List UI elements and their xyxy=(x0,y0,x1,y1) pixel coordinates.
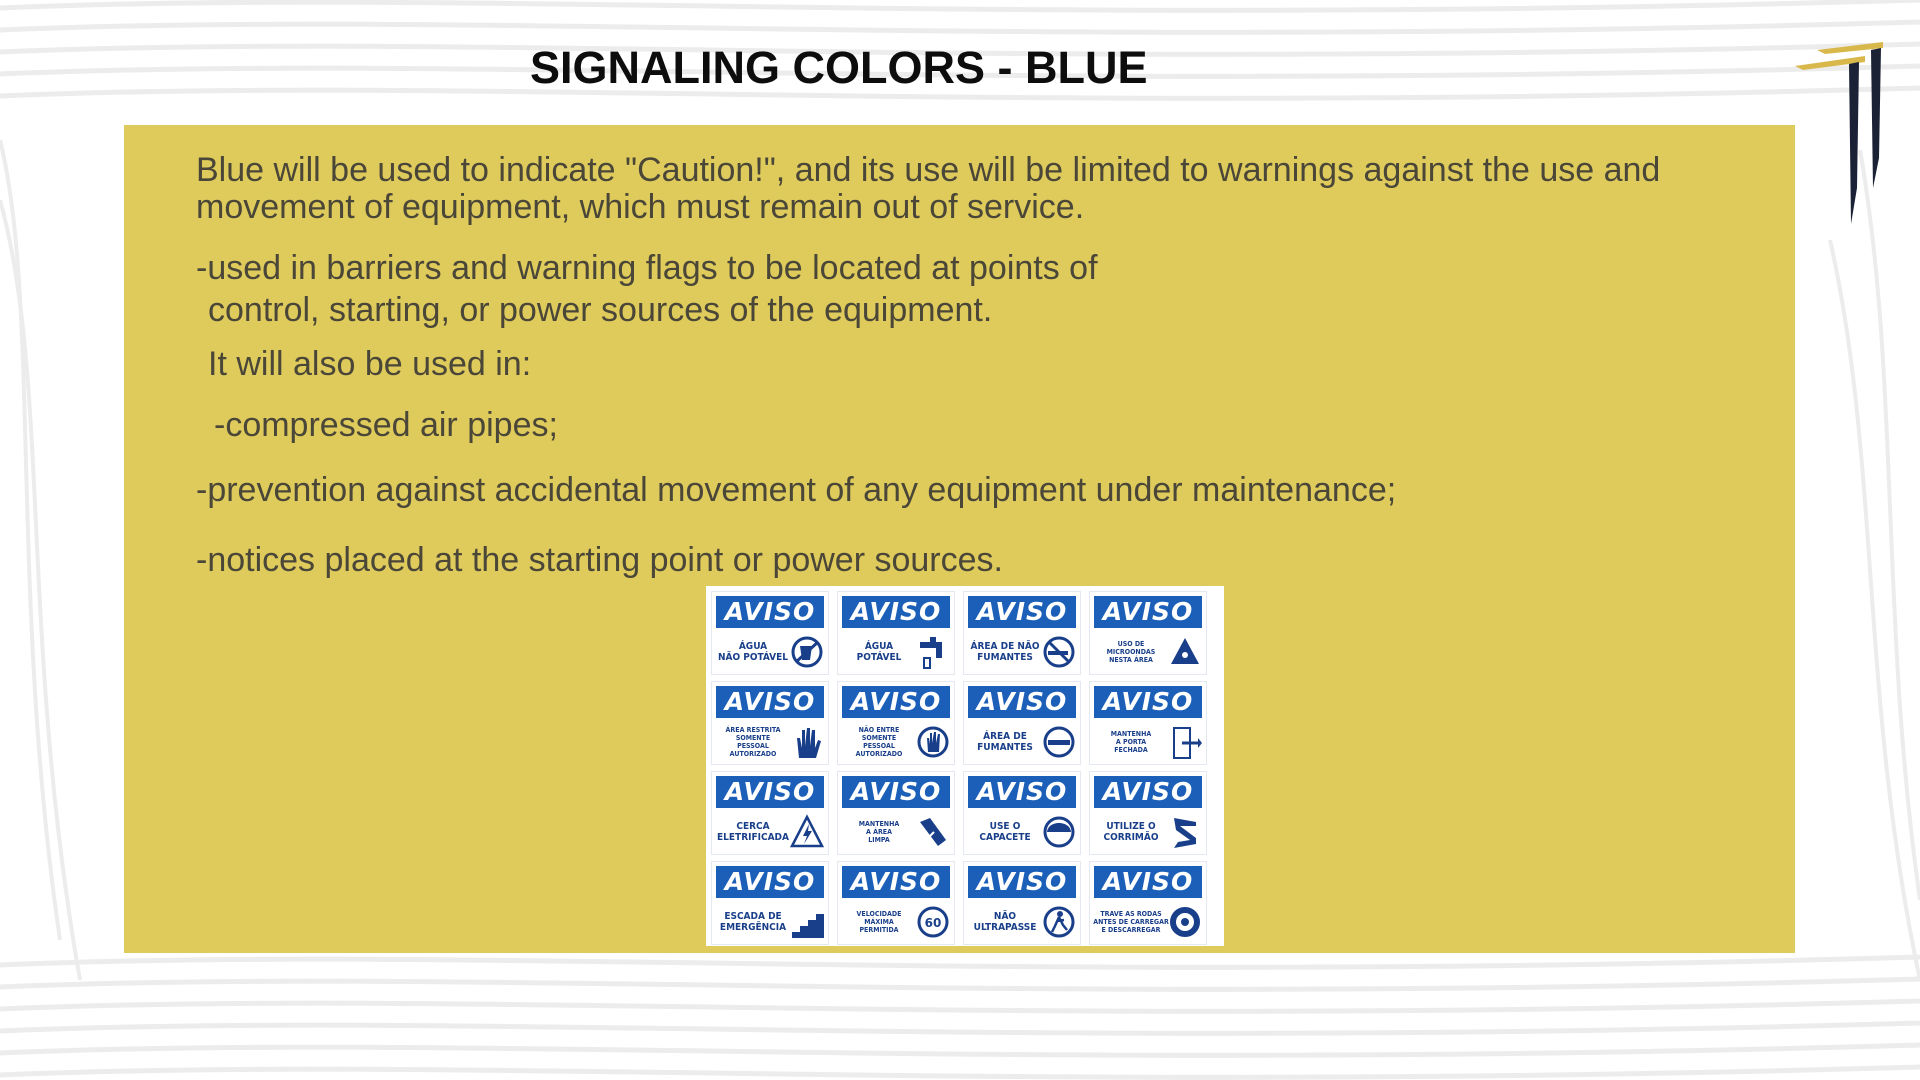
aviso-sign xyxy=(711,861,829,945)
aviso-sign xyxy=(963,861,1081,945)
barriers-usage-line-1: -used in barriers and warning flags to be located at points of xyxy=(196,249,1098,287)
aviso-sign xyxy=(837,771,955,855)
radiation-icon xyxy=(1168,634,1202,670)
aviso-sign-header: AVISO xyxy=(716,596,824,628)
aviso-sign-text: ESCADA DE EMERGÊNCIA xyxy=(719,911,787,933)
aviso-sign-text: TRAVE AS RODAS ANTES DE CARREGAR E DESCARREGAR xyxy=(1093,910,1169,934)
caution-description-line-1: Blue will be used to indicate "Caution!", and its use will be limited to warnings against the use and xyxy=(196,151,1661,189)
aviso-sign-header: AVISO xyxy=(1094,866,1202,898)
aviso-sign xyxy=(711,681,829,765)
aviso-sign-header: AVISO xyxy=(842,596,950,628)
aviso-sign xyxy=(963,591,1081,675)
speed-limit-value: 60 xyxy=(924,916,942,930)
stairs-icon xyxy=(790,904,824,940)
aviso-sign-text: NÃO ENTRE SOMENTE PESSOAL AUTORIZADO xyxy=(855,726,903,758)
wheel-icon xyxy=(1168,904,1202,940)
caution-description xyxy=(196,152,1660,226)
aviso-sign xyxy=(1089,771,1207,855)
aviso-sign-header: AVISO xyxy=(842,866,950,898)
aviso-sign xyxy=(837,591,955,675)
slide-title: SIGNALING COLORS - BLUE xyxy=(530,42,1148,93)
aviso-sign-text: UTILIZE O CORRIMÃO xyxy=(1103,821,1159,843)
barriers-usage-line-2: control, starting, or power sources of the equipment. xyxy=(208,291,993,329)
speed-limit-icon xyxy=(916,904,950,940)
aviso-sign-header: AVISO xyxy=(716,686,824,718)
door-icon xyxy=(1168,724,1202,760)
no-passing-icon xyxy=(1042,904,1076,940)
aviso-sign xyxy=(1089,861,1207,945)
usage-item-compressed-air: -compressed air pipes; xyxy=(214,406,558,444)
usage-item-notices: -notices placed at the starting point or power sources. xyxy=(196,541,1003,579)
broom-icon xyxy=(916,814,950,850)
aviso-sign-text: ÁREA DE FUMANTES xyxy=(977,731,1033,753)
aviso-sign-text: ÁREA DE NÃO FUMANTES xyxy=(970,641,1040,663)
no-smoking-icon xyxy=(1042,634,1076,670)
aviso-sign-header: AVISO xyxy=(968,686,1076,718)
aviso-sign-header: AVISO xyxy=(968,776,1076,808)
hand-circle-icon xyxy=(916,724,950,760)
aviso-sign-header: AVISO xyxy=(842,776,950,808)
hand-stop-icon xyxy=(790,724,824,760)
aviso-sign xyxy=(837,861,955,945)
aviso-sign-text: MANTENHA A PORTA FECHADA xyxy=(1110,730,1152,754)
aviso-sign-header: AVISO xyxy=(968,596,1076,628)
aviso-sign xyxy=(837,681,955,765)
no-drinking-icon xyxy=(790,634,824,670)
aviso-sign-header: AVISO xyxy=(968,866,1076,898)
aviso-sign-text: VELOCIDADE MÁXIMA PERMITIDA xyxy=(856,910,902,934)
aviso-sign-header: AVISO xyxy=(1094,776,1202,808)
caution-description-line-2: movement of equipment, which must remain out of service. xyxy=(196,188,1085,226)
aviso-sign-header: AVISO xyxy=(1094,596,1202,628)
aviso-sign-text: ÁGUA POTÁVEL xyxy=(856,641,902,663)
aviso-sign xyxy=(1089,591,1207,675)
aviso-sign-text: ÁREA RESTRITA SOMENTE PESSOAL AUTORIZADO xyxy=(725,726,781,758)
helmet-icon xyxy=(1042,814,1076,850)
aviso-sign-text: CERCA ELETRIFICADA xyxy=(717,821,789,843)
content-panel xyxy=(124,125,1795,953)
aviso-sign-header: AVISO xyxy=(842,686,950,718)
electric-icon xyxy=(790,814,824,850)
aviso-sign-text: MANTENHA A ÁREA LIMPA xyxy=(858,820,900,844)
aviso-sign-text: ÁGUA NÃO POTÁVEL xyxy=(718,641,788,663)
usage-item-prevention: -prevention against accidental movement of any equipment under maintenance; xyxy=(196,471,1397,509)
aviso-sign xyxy=(711,771,829,855)
faucet-icon xyxy=(916,634,950,670)
handrail-icon xyxy=(1168,814,1202,850)
aviso-sign-text: USE O CAPACETE xyxy=(979,821,1031,843)
aviso-sign-header: AVISO xyxy=(716,866,824,898)
aviso-sign-text: NÃO ULTRAPASSE xyxy=(973,911,1037,933)
company-logo xyxy=(1795,38,1885,228)
aviso-sign xyxy=(963,681,1081,765)
aviso-sign-text: USO DE MICROONDAS NESTA ÁREA xyxy=(1106,640,1156,664)
aviso-signs-image xyxy=(706,586,1224,946)
smoking-icon xyxy=(1042,724,1076,760)
aviso-sign xyxy=(963,771,1081,855)
also-used-heading: It will also be used in: xyxy=(208,345,532,383)
aviso-sign xyxy=(1089,681,1207,765)
aviso-sign-header: AVISO xyxy=(716,776,824,808)
aviso-sign xyxy=(711,591,829,675)
aviso-sign-header: AVISO xyxy=(1094,686,1202,718)
